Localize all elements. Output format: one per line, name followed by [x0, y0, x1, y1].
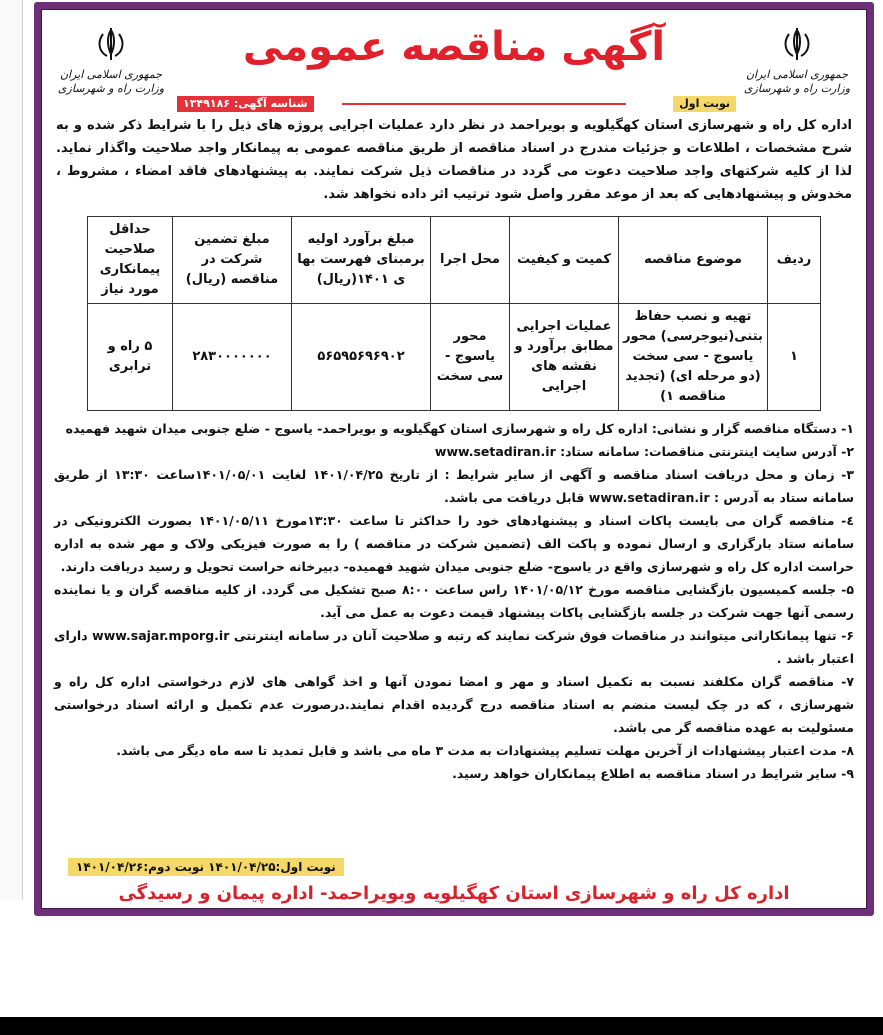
- column-header: مبلغ برآورد اولیه برمبنای فهرست بها ی ۱۴۰۱(ریال): [292, 217, 431, 304]
- list-item: [54, 670, 854, 739]
- ministry-emblem-left: [56, 26, 166, 96]
- item-text: اداره کل راه و شهرسازی استان کهگیلویه و بویراحمد- یاسوج - ضلع جنوبی میدان شهید فهمیده: [65, 421, 652, 436]
- publication-dates-badge: نوبت اول:۱۴۰۱/۰۴/۲۵ نوبت دوم:۱۴۰۱/۰۴/۲۶: [68, 858, 344, 876]
- header-divider: [342, 103, 626, 105]
- conditions-list: [42, 411, 866, 785]
- list-item: [54, 417, 854, 440]
- list-item: [54, 739, 854, 762]
- item-heading: ۲- آدرس سایت اینترنتی مناقصات:: [644, 444, 854, 459]
- column-header: محل اجرا: [431, 217, 510, 304]
- item-text: ۵- جلسه کمیسیون بازگشایی مناقصه مورخ ۱۴۰۱/۰۵/۱۲ راس ساعت ۸:۰۰ صبح تشکیل می گردد. از کلیه مناقصه گران و یا نماینده رسمی آنها جهت شرکت در جلسه بازگشایی پاکات پیشنهاد قیمت دعوت به عمل می آید.: [54, 582, 855, 620]
- iran-emblem-icon: [93, 26, 129, 62]
- column-header: ردیف: [768, 217, 821, 304]
- ad-content: [41, 9, 867, 909]
- item-text: ۷- مناقصه گران مکلفند نسبت به تکمیل اسناد و مهر و امضا نمودن آنها و اخذ گواهی های لازم درخواستی اداره کل راه و شهرسازی ، که در چک لیست منضم به اسناد مناقصه درج گردیده اقدام نمایند.درصورت عدم تکمیل و ارائه اسناد درخواستی مسئولیت به عهده مناقصه گر می باشد.: [54, 674, 854, 735]
- item-text: ۶- تنها پیمانکارانی میتوانند در مناقصات فوق شرکت نمایند که رتبه و صلاحیت آنان در سامانه اینترنتی www.sajar.mporg.ir دارای اعتبار باشد .: [54, 628, 854, 666]
- table-header-row: [88, 217, 821, 304]
- table-cell: عملیات اجرایی مطابق برآورد و نقشه های اجرایی: [510, 304, 619, 411]
- item-text: از سایر شرایط : از تاریخ ۱۴۰۱/۰۴/۲۵ لغایت ۱۴۰۱/۰۵/۰۱ساعت ۱۳:۳۰ از طریق سامانه ستاد به آدرس : www.setadiran.ir قابل دریافت می باشد.: [54, 467, 854, 505]
- item-text: ۸- مدت اعتبار پیشنهادات از آخرین مهلت تسلیم پیشنهادات به مدت ۳ ماه می باشد و قابل تمدید تا سه ماه دیگر می باشد.: [116, 743, 854, 758]
- nobat-badge: نوبت اول: [673, 96, 736, 112]
- item-text: سامانه ستاد: www.setadiran.ir: [434, 444, 645, 459]
- item-heading: ۱- دستگاه مناقصه گزار و نشانی:: [651, 421, 854, 436]
- table-cell: ۵۶۵۹۵۶۹۶۹۰۲: [292, 304, 431, 411]
- item-text: ٤- مناقصه گران می بایست پاکات اسناد و پیشنهادهای خود را حداکثر تا ساعت ۱۳:۳۰مورخ ۱۴۰۱/۰۵/۱۱ بصورت الکترونیکی در سامانه ستاد بارگزاری و ارسال نموده و پاکت الف (تضمین شرکت در مناقصه ) را به صورت فیزیکی ولاک و مهر شده به اداره حراست اداره کل راه و شهرسازی واقع در یاسوج- ضلع جنوبی میدان شهید فهمیده- دبیرخانه حراست تحویل و رسید دریافت دارند.: [54, 513, 854, 574]
- list-item: [54, 463, 854, 509]
- emblem-line-1: جمهوری اسلامی ایران: [745, 68, 849, 81]
- ad-frame: [34, 2, 874, 916]
- table-cell: ۲۸۳۰۰۰۰۰۰۰: [173, 304, 292, 411]
- intro-paragraph: اداره کل راه و شهرسازی استان کهگیلویه و بویراحمد در نظر دارد عملیات اجرایی پروژه های ذیل را با شرایط ذکر شده و به شرح مشخصات ، اطلاعات و جزئیات مندرج در اسناد مناقصه از طریق مناقصه عمومی به پیمانکار واجد صلاحیت واگذار نماید. لذا از کلیه شرکتهای واجد صلاحیت دعوت می گردد در مناقصات ذیل شرکت نمایند. به پیشنهادهای فاقد امضاء ، مشروط ، مخدوش و پیشنهادهایی که بعد از موعد مقرر واصل شود ترتیب اثر داده نخواهد شد.: [56, 118, 852, 202]
- emblem-line-2: وزارت راه و شهرسازی: [57, 82, 165, 95]
- list-item: [54, 762, 854, 785]
- column-header: مبلغ تضمین شرکت در مناقصه (ریال): [173, 217, 292, 304]
- bottom-black-bar: [0, 1017, 883, 1035]
- item-heading: ۳- زمان و محل دریافت اسناد مناقصه و آگهی: [559, 467, 854, 482]
- emblem-line-1: جمهوری اسلامی ایران: [59, 68, 163, 81]
- tender-table: [87, 216, 821, 411]
- column-header: موضوع مناقصه: [619, 217, 768, 304]
- table-cell: تهیه و نصب حفاظ بتنی(نیوجرسی) محور یاسوج - سی سخت (دو مرحله ای) (تجدید مناقصه ۱): [619, 304, 768, 411]
- table-cell: ۱: [768, 304, 821, 411]
- list-item: [54, 509, 854, 578]
- ad-title: آگهی مناقصه عمومی: [242, 24, 666, 70]
- emblem-line-2: وزارت راه و شهرسازی: [743, 82, 851, 95]
- item-text: ۹- سایر شرایط در اسناد مناقصه به اطلاع پیمانکاران خواهد رسید.: [452, 766, 854, 781]
- ad-footer: اداره کل راه و شهرسازی استان کهگیلویه وبویراحمد- اداره پیمان و رسیدگی: [118, 883, 790, 904]
- list-item: [54, 578, 854, 624]
- ad-id-badge: شناسه آگهی: ۱۳۴۹۱۸۶: [177, 96, 314, 112]
- adjacent-column-edge: [0, 0, 23, 900]
- table-cell: محور یاسوج - سی سخت: [431, 304, 510, 411]
- column-header: کمیت و کیفیت: [510, 217, 619, 304]
- table-cell: ۵ راه و ترابری: [88, 304, 173, 411]
- list-item: [54, 440, 854, 463]
- column-header: حداقل صلاحیت پیمانکاری مورد نیاز: [88, 217, 173, 304]
- table-row: [88, 304, 821, 411]
- ad-header: [42, 10, 866, 110]
- list-item: [54, 624, 854, 670]
